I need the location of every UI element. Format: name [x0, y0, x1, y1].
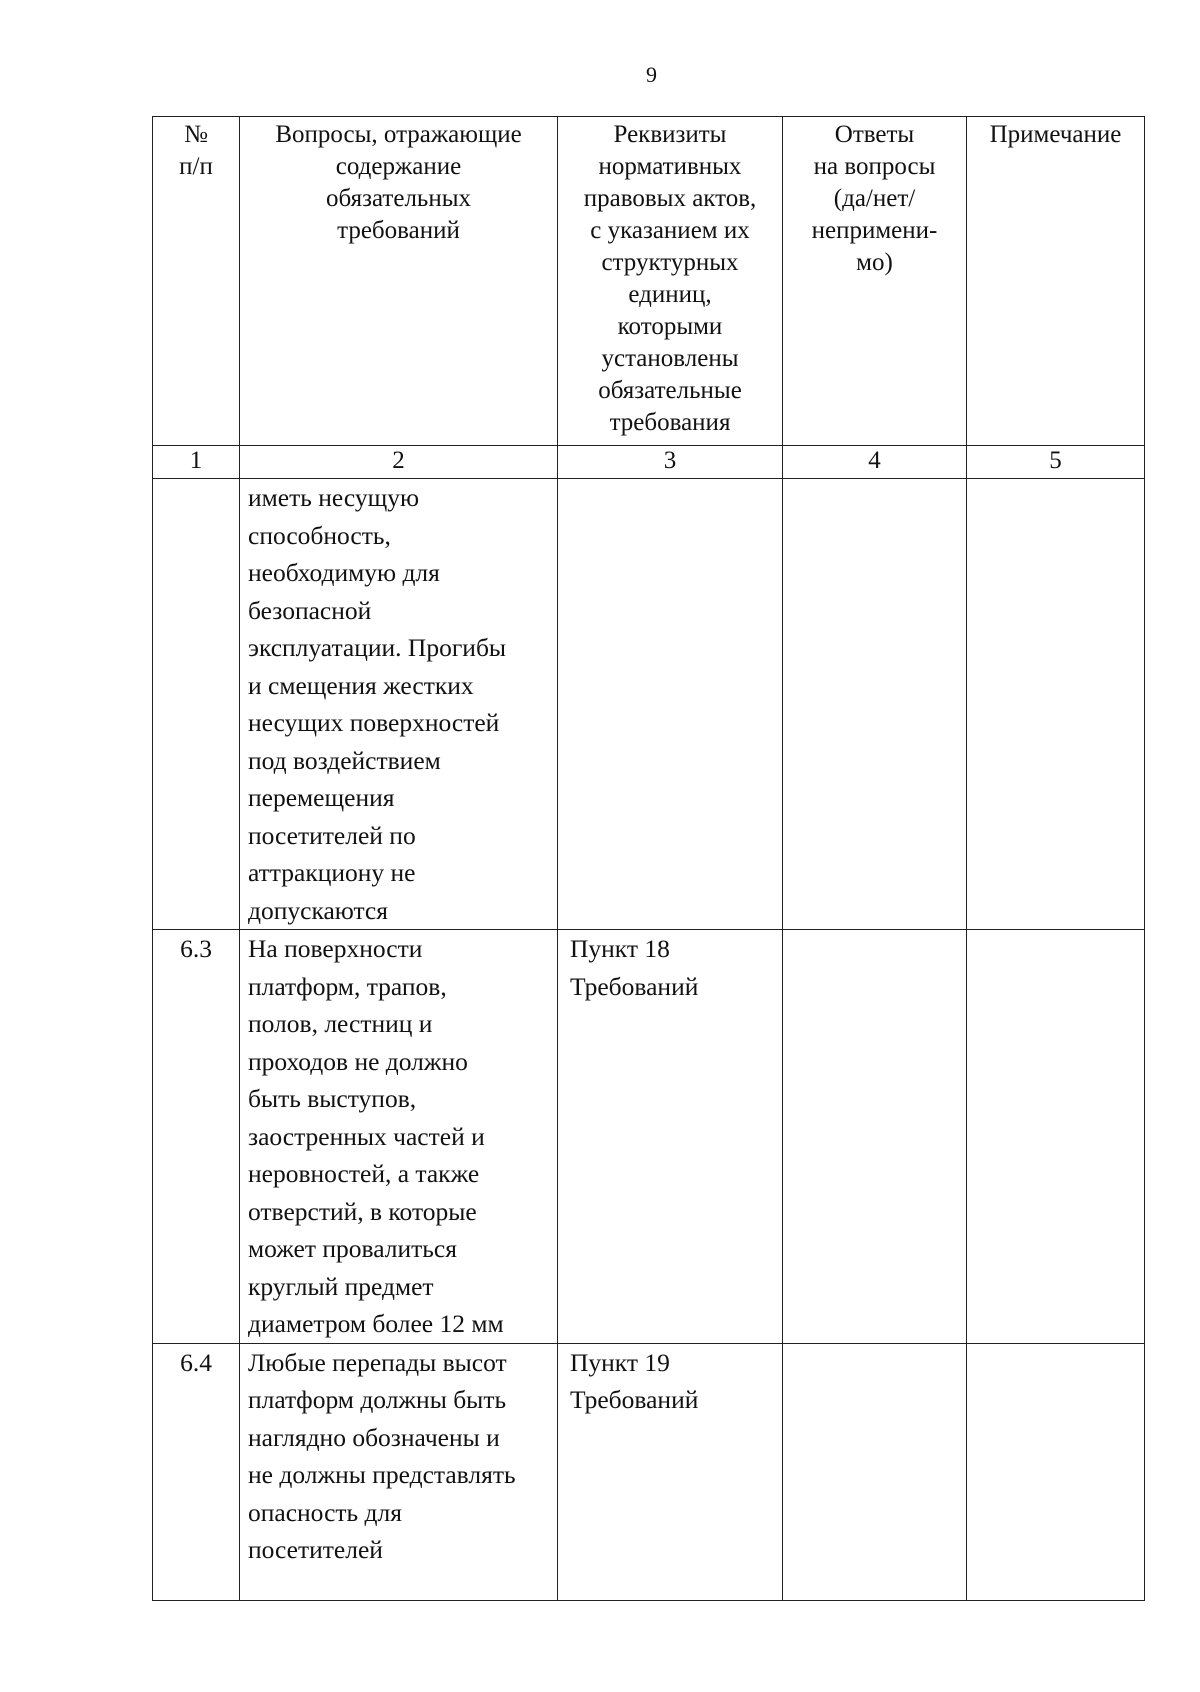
page-number: 9	[646, 62, 657, 87]
text-line: обязательных	[326, 185, 471, 212]
text-line: посетителей	[248, 1535, 383, 1564]
text-line: диаметром более 12 мм	[248, 1309, 504, 1338]
requirements-table	[152, 116, 1145, 1601]
row-question	[240, 930, 558, 1344]
text-line: непримени-	[811, 217, 938, 244]
text-line: которыми	[617, 313, 723, 340]
row-answer	[783, 479, 967, 930]
text-line: может провалиться	[248, 1234, 457, 1263]
header-cell-references	[558, 117, 783, 446]
text-line: посетителей по	[248, 820, 416, 850]
header-cell-number	[153, 117, 240, 446]
text-line: содержание	[335, 153, 462, 180]
text-line: эксплуатации. Прогибы	[248, 633, 507, 662]
row-question	[240, 1343, 558, 1600]
text-line: не должны представлять	[248, 1460, 516, 1489]
column-number: 1	[153, 446, 240, 479]
text-line: проходов не должно	[248, 1046, 468, 1076]
text-line: №	[184, 121, 208, 148]
text-line: Ответы	[834, 121, 915, 148]
row-answer	[783, 930, 967, 1344]
column-number: 5	[967, 446, 1145, 479]
table-row	[153, 1343, 1145, 1600]
text-line: неровностей, а также	[248, 1159, 480, 1188]
text-line: полов, лестниц и	[248, 1009, 433, 1038]
row-note	[967, 479, 1145, 930]
row-reference	[558, 479, 783, 930]
text-line: Реквизиты	[613, 121, 727, 148]
text-line: правовых актов,	[583, 185, 757, 212]
text-line: единиц,	[628, 281, 712, 308]
row-question	[240, 479, 558, 930]
text-line: Требований	[570, 1385, 699, 1414]
header-cell-questions	[240, 117, 558, 446]
text-line: под воздействием	[248, 745, 441, 775]
row-reference	[558, 930, 783, 1344]
text-line: способность,	[248, 520, 391, 550]
text-line: круглый предмет	[248, 1271, 434, 1301]
row-answer	[783, 1343, 967, 1600]
text-line: допускаются	[248, 895, 388, 925]
text-line: Любые перепады высот	[248, 1347, 507, 1377]
text-line: Вопросы, отражающие	[275, 121, 522, 148]
column-number: 4	[783, 446, 967, 479]
text-line: (да/нет/	[833, 185, 916, 212]
text-line: наглядно обозначены и	[248, 1422, 500, 1452]
text-line: опасность для	[248, 1497, 402, 1527]
table-row	[153, 479, 1145, 930]
row-note	[967, 930, 1145, 1344]
text-line: мо)	[856, 249, 893, 276]
row-number	[153, 479, 240, 930]
requirements-table-wrapper	[152, 116, 1144, 1601]
text-line: Пункт 18	[570, 934, 670, 963]
header-row	[153, 117, 1145, 446]
row-note	[967, 1343, 1145, 1600]
text-line: нормативных	[598, 153, 742, 180]
text-line: платформ, трапов,	[248, 971, 447, 1001]
text-line: обязательные	[598, 377, 742, 404]
text-line: несущих поверхностей	[248, 708, 500, 737]
text-line: п/п	[179, 153, 213, 180]
text-line: требования	[609, 409, 731, 436]
table-row	[153, 930, 1145, 1344]
row-reference	[558, 1343, 783, 1600]
text-line: На поверхности	[248, 934, 423, 963]
row-number: 6.4	[153, 1343, 240, 1600]
column-number-row	[153, 446, 1145, 479]
text-line: структурных	[601, 249, 739, 276]
row-number: 6.3	[153, 930, 240, 1344]
header-cell-note	[967, 117, 1145, 446]
text-line: Требований	[570, 971, 699, 1001]
text-line: установлены	[601, 345, 739, 372]
text-line: иметь несущую	[248, 483, 420, 512]
text-line: на вопросы	[813, 153, 936, 180]
column-number: 3	[558, 446, 783, 479]
column-number: 2	[240, 446, 558, 479]
text-line: Примечание	[989, 121, 1122, 148]
text-line: необходимую для	[248, 558, 440, 587]
text-line: и смещения жестких	[248, 670, 474, 700]
text-line: отверстий, в которые	[248, 1196, 477, 1226]
text-line: заостренных частей и	[248, 1121, 485, 1151]
text-line: платформ должны быть	[248, 1385, 507, 1414]
text-line: быть выступов,	[248, 1084, 417, 1113]
text-line: требований	[337, 217, 460, 244]
text-line: с указанием их	[590, 217, 750, 244]
text-line: аттракциону не	[248, 858, 416, 887]
header-cell-answers	[783, 117, 967, 446]
text-line: перемещения	[248, 783, 395, 812]
text-line: безопасной	[248, 595, 372, 625]
text-line: Пункт 19	[570, 1347, 670, 1377]
